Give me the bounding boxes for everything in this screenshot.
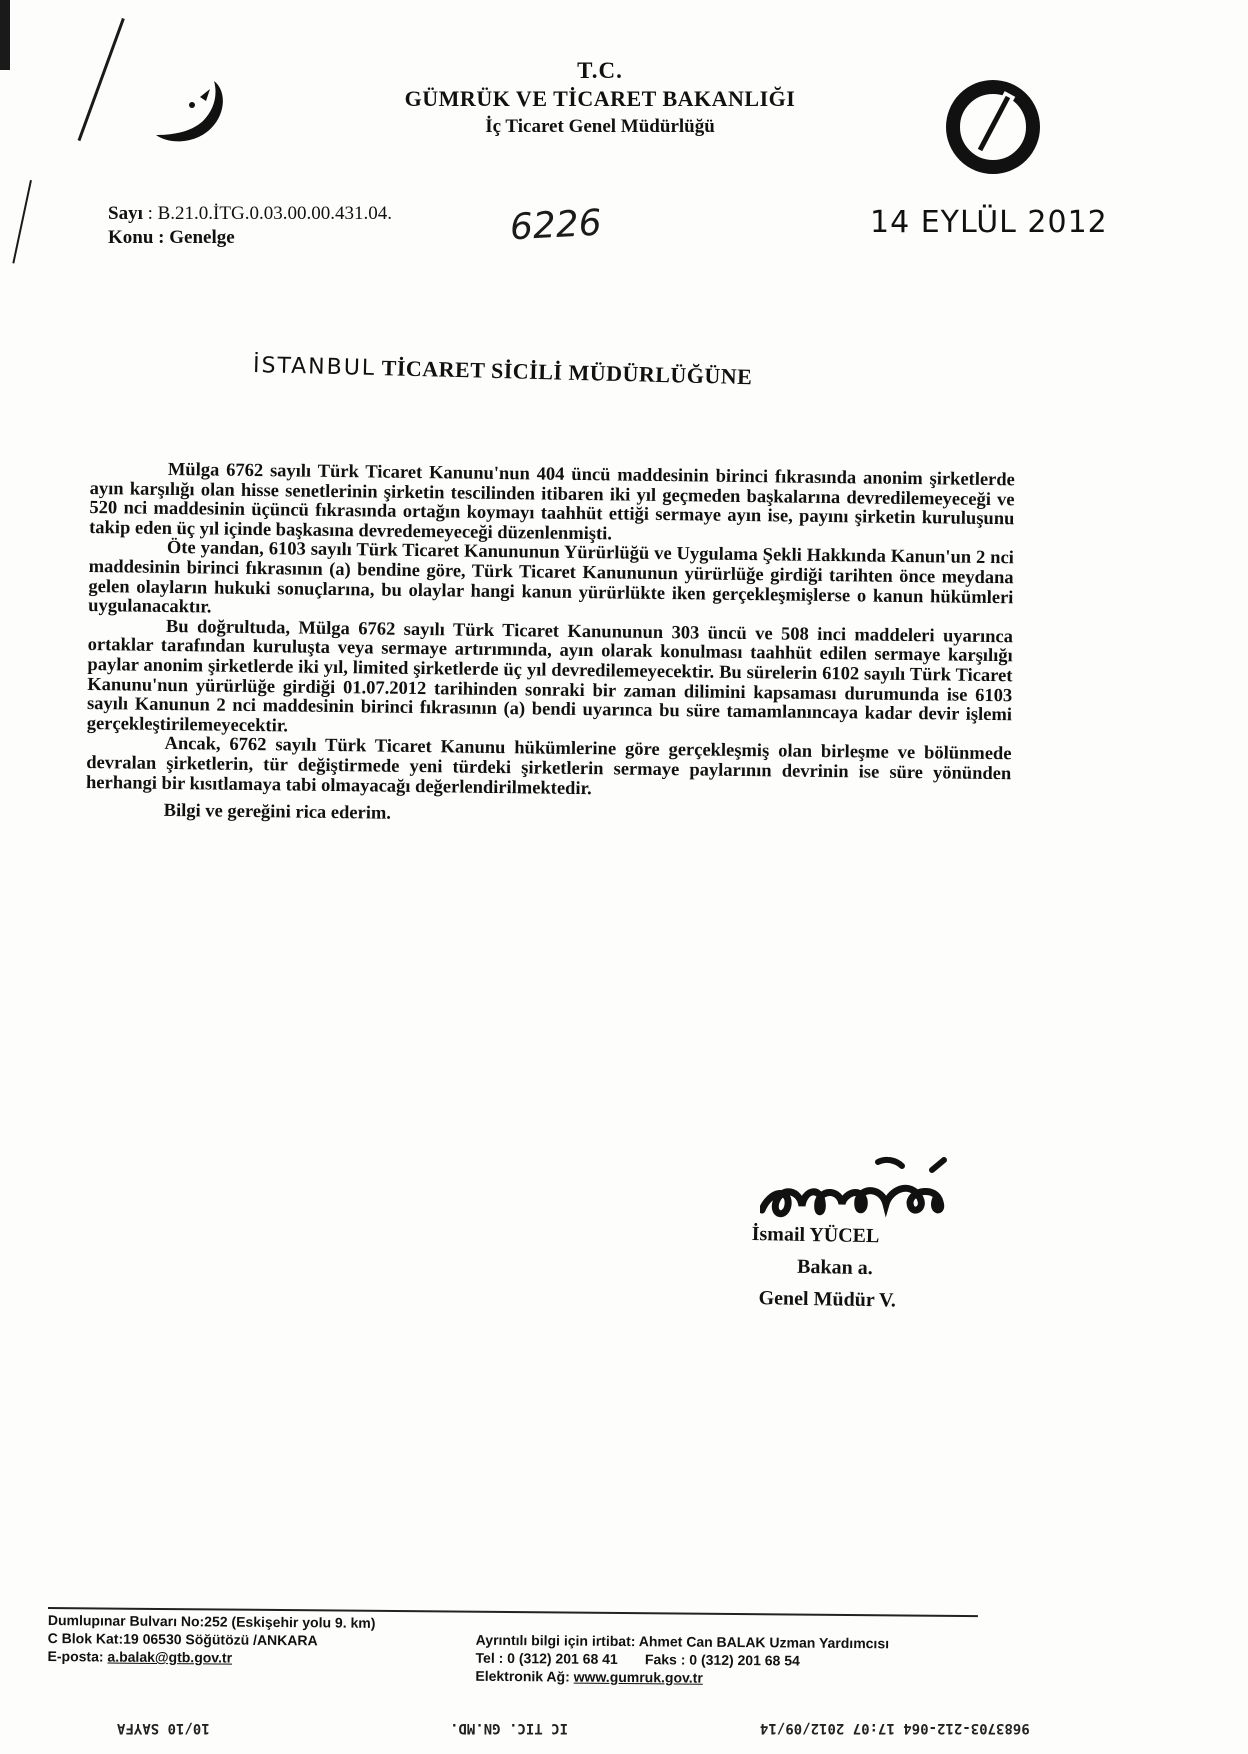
letter-body	[86, 460, 1015, 832]
address-line: Dumlupınar Bulvarı No:252 (Eskişehir yolu 9. km)	[47, 1611, 376, 1631]
scan-artifact-line	[12, 180, 32, 264]
address-line: C Blok Kat:19 06530 Söğütözü /ANKARA	[47, 1629, 318, 1649]
email-link[interactable]: a.balak@gtb.gov.tr	[107, 1648, 233, 1666]
fax-sender: IC TIC. GN.MD.	[450, 1720, 569, 1736]
phone-number: Tel : 0 (312) 201 68 41	[475, 1649, 618, 1667]
fax-page-count: 10/10 SAYFA	[117, 1720, 210, 1736]
letter-footer	[47, 1607, 978, 1685]
sayi-value: : B.21.0.İTG.0.03.00.00.431.04.	[147, 203, 392, 224]
scan-artifact-corner	[0, 0, 10, 70]
circular-logo-icon	[938, 72, 1048, 182]
footer-contact	[475, 1631, 889, 1689]
paragraph: Ancak, 6762 sayılı Türk Ticaret Kanunu hükümlerine göre gerçekleşmiş olan birleşme ve bölünmede devralan şirketlerin, tür değiştirmede yeni türdeki şirketlerin sermaye paylarının devrinin ise süre yönünden herhangi bir kısıtlamaya tabi olmayacağı değerlendirilmektedir.	[85, 734, 1012, 799]
signer-name: İsmail YÜCEL	[751, 1222, 880, 1248]
signer-block	[750, 1218, 897, 1317]
paragraph: Mülga 6762 sayılı Türk Ticaret Kanunu'nun 404 üncü maddesinin birinci fıkrasında anonim şirketlerde ayın karşılığı olan hisse senetlerinin şirketin tescilinden itibaren iki yıl geçmeden başkalarına devredilemeyeceği ve 520 nci maddesinin üçüncü fıkrasında ortağın koymayı taahhüt ettiği sermaye ayın ise, payını şirketin kuruluşunu takip eden üç yıl içinde başkasına devredemeyeceği düzenlenmişti.	[89, 459, 1015, 545]
date-stamp: 14 EYLÜL 2012	[870, 205, 1108, 240]
paragraph: Öte yandan, 6103 sayılı Türk Ticaret Kanununun Yürürlüğü ve Uygulama Şekli Hakkında Kanun'un 2 nci maddesinin birinci fıkrasının (a) bendine göre, Türk Ticaret Kanununun yürürlüğe girdiği tarihten önce meydana gelen olayların hukuki sonuçlarına, bu olaylar hangi kanun yürürlükte iken gerçekleşmişlerse o kanun hükümleri uygulanacaktır.	[88, 538, 1014, 618]
konu-label: Konu	[108, 227, 154, 248]
ministry-emblem-icon	[148, 75, 238, 150]
closing-sentence: Bilgi ve gereğini rica ederim.	[163, 801, 392, 824]
web-label: Elektronik Ağ:	[475, 1667, 570, 1685]
reference-block	[108, 202, 392, 250]
signer-title: Bakan a.	[796, 1255, 873, 1280]
fax-header-strip	[40, 1716, 1210, 1742]
header-line-tc: T.C.	[577, 58, 623, 83]
konu-value: : Genelge	[158, 227, 235, 248]
header-ministry: GÜMRÜK VE TİCARET BAKANLIĞI	[404, 86, 796, 111]
signer-position: Genel Müdür V.	[758, 1287, 897, 1312]
paragraph: Bu doğrultuda, Mülga 6762 sayılı Türk Ticaret Kanununun 303 üncü ve 508 inci maddeleri uyarınca ortaklar tarafından kuruluşta veya sermaye artırımında, ayın olarak konulması taahhüt edilen sermaye karşılığı paylar anonim şirketlerde iki yıl, limited şirketlerde üç yıl devredilemeyecektir. Bu sürelerin 6102 sayılı Türk Ticaret Kanunu'nun yürürlüğe girdiği 01.07.2012 tarihinden sonraki bir zaman dilimini kapsaması durumunda ise 6103 sayılı Kanunun 2 nci maddesinin birinci fıkrasının (a) bendi uyarınca bu süre tamamlanıncaya kadar devir işlemi gerçekleştirilemeyecektir.	[86, 616, 1014, 737]
email-label: E-posta:	[47, 1647, 104, 1665]
recipient-printed: TİCARET SİCİLİ MÜDÜRLÜĞÜNE	[381, 355, 753, 390]
recipient-line	[253, 352, 753, 390]
fax-number: Faks : 0 (312) 201 68 54	[644, 1651, 800, 1669]
signature-icon	[760, 1150, 980, 1225]
contact-line: Ayrıntılı bilgi için irtibat: Ahmet Can BALAK Uzman Yardımcısı	[475, 1631, 890, 1652]
fax-number-time: 9683703-212-064 17:07 2012/09/14	[760, 1720, 1030, 1736]
sayi-label: Sayı	[108, 203, 143, 224]
letterhead	[300, 58, 900, 138]
recipient-handwritten-city: İSTANBUL	[252, 353, 377, 382]
footer-address	[47, 1611, 375, 1668]
handwritten-document-number: 6226	[508, 202, 603, 249]
scan-artifact-line	[78, 18, 125, 141]
website-link[interactable]: www.gumruk.gov.tr	[573, 1668, 703, 1686]
header-directorate: İç Ticaret Genel Müdürlüğü	[485, 116, 715, 137]
